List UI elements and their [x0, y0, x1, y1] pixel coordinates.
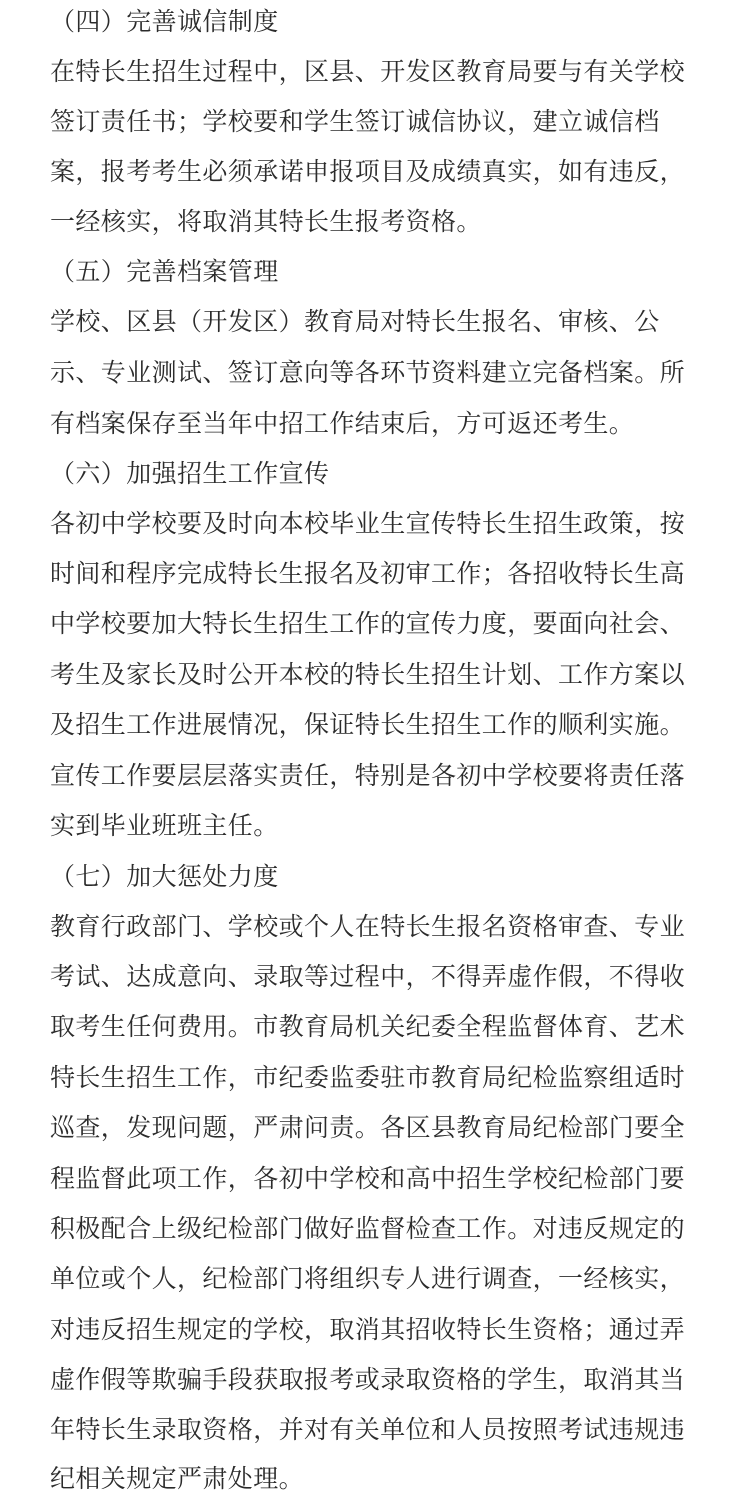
paragraph-line: 及招生工作进展情况，保证特长生招生工作的顺利实施。 [50, 710, 686, 739]
paragraph-line: 时间和程序完成特长生报名及初审工作；各招收特长生高 [50, 559, 686, 588]
paragraph-line: 签订责任书；学校要和学生签订诚信协议，建立诚信档 [50, 107, 660, 136]
section-heading: （七）加大惩处力度 [50, 862, 279, 891]
section-heading: （六）加强招生工作宣传 [50, 459, 330, 488]
paragraph-line: 实到毕业班班主任。 [50, 811, 279, 840]
paragraph-line: 虚作假等欺骗手段获取报考或录取资格的学生，取消其当 [50, 1365, 686, 1394]
paragraph-line: 一经核实，将取消其特长生报考资格。 [50, 207, 482, 236]
paragraph-line: 单位或个人，纪检部门将组织专人进行调查，一经核实， [50, 1264, 686, 1293]
paragraph-line: 程监督此项工作，各初中学校和高中招生学校纪检部门要 [50, 1164, 686, 1193]
paragraph-line: 有档案保存至当年中招工作结束后，方可返还考生。 [50, 409, 635, 438]
paragraph-line: 年特长生录取资格，并对有关单位和人员按照考试违规违 [50, 1415, 686, 1444]
paragraph-line: 教育行政部门、学校或个人在特长生报名资格审查、专业 [50, 912, 686, 941]
paragraph-line: 在特长生招生过程中，区县、开发区教育局要与有关学校 [50, 57, 686, 86]
section-heading: （四）完善诚信制度 [50, 7, 279, 36]
paragraph-line: 案，报考考生必须承诺申报项目及成绩真实，如有违反， [50, 157, 686, 186]
paragraph-line: 巡查，发现问题，严肃问责。各区县教育局纪检部门要全 [50, 1113, 686, 1142]
paragraph-line: 积极配合上级纪检部门做好监督检查工作。对违反规定的 [50, 1214, 686, 1243]
paragraph-line: 对违反招生规定的学校，取消其招收特长生资格；通过弄 [50, 1315, 686, 1344]
paragraph-line: 特长生招生工作，市纪委监委驻市教育局纪检监察组适时 [50, 1063, 686, 1092]
paragraph-line: 考生及家长及时公开本校的特长生招生计划、工作方案以 [50, 660, 686, 689]
paragraph-line: 考试、达成意向、录取等过程中，不得弄虚作假，不得收 [50, 962, 686, 991]
paragraph-line: 学校、区县（开发区）教育局对特长生报名、审核、公 [50, 307, 660, 336]
paragraph-line: 取考生任何费用。市教育局机关纪委全程监督体育、艺术 [50, 1012, 686, 1041]
paragraph-line: 纪相关规定严肃处理。 [50, 1464, 305, 1493]
paragraph-line: 各初中学校要及时向本校毕业生宣传特长生招生政策，按 [50, 509, 686, 538]
paragraph-line: 宣传工作要层层落实责任，特别是各初中学校要将责任落 [50, 761, 686, 790]
paragraph-line: 中学校要加大特长生招生工作的宣传力度，要面向社会、 [50, 609, 686, 638]
section-heading: （五）完善档案管理 [50, 257, 279, 286]
paragraph-line: 示、专业测试、签订意向等各环节资料建立完备档案。所 [50, 358, 686, 387]
